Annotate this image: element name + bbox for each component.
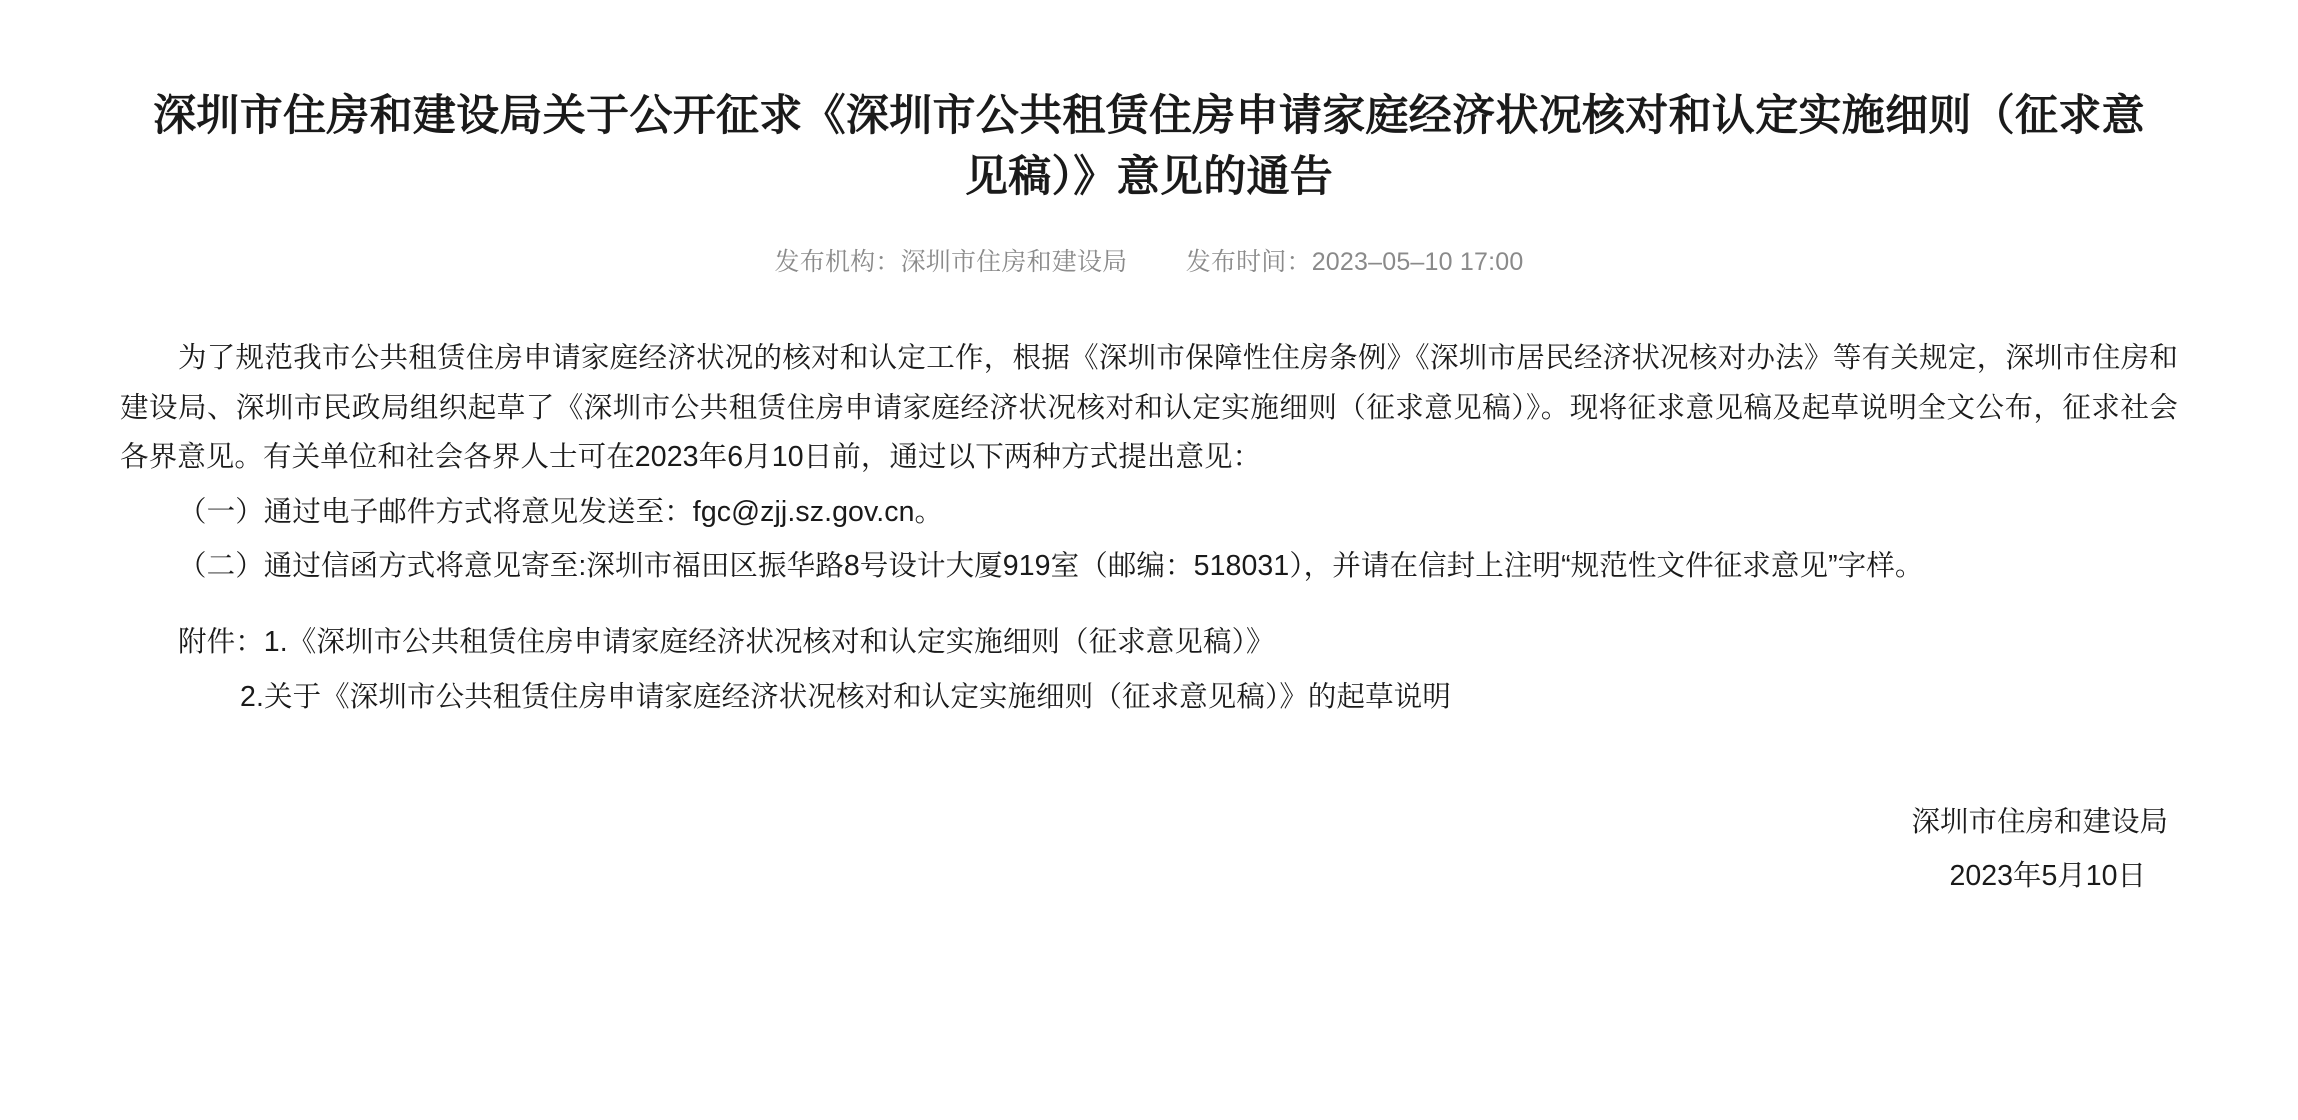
signature-block bbox=[120, 798, 2178, 901]
signature-organization: 深圳市住房和建设局 bbox=[1911, 806, 2168, 839]
paragraph-mail-method: （二）通过信函方式将意见寄至:深圳市福田区振华路8号设计大厦919室（邮编：518031），并请在信封上注明“规范性文件征求意见”字样。 bbox=[178, 550, 1924, 583]
document-body bbox=[120, 334, 2178, 722]
document-meta bbox=[120, 242, 2178, 278]
attachment-item-1: 附件：1.《深圳市公共租赁住房申请家庭经济状况核对和认定实施细则（征求意见稿）》 bbox=[178, 625, 1275, 658]
publish-time-value: 2023–05–10 17:00 bbox=[1311, 248, 1524, 277]
attachment-item-2: 2.关于《深圳市公共租赁住房申请家庭经济状况核对和认定实施细则（征求意见稿）》的起草说明 bbox=[240, 680, 1451, 713]
paragraph-email-method: （一）通过电子邮件方式将意见发送至：fgc@zjj.sz.gov.cn。 bbox=[178, 495, 944, 528]
signature-date: 2023年5月10日 bbox=[1949, 859, 2146, 892]
publisher-label: 发布机构： bbox=[774, 248, 901, 277]
paragraph-intro: 为了规范我市公共租赁住房申请家庭经济状况的核对和认定工作，根据《深圳市保障性住房条例》《深圳市居民经济状况核对办法》等有关规定，深圳市住房和建设局、深圳市民政局组织起草了《深圳市公共租赁住房申请家庭经济状况核对和认定实施细则（征求意见稿）》。现将征求意见稿及起草说明全文公布，征求社会各界意见。有关单位和社会各界人士可在2023年6月10日前，通过以下两种方式提出意见： bbox=[120, 342, 2178, 474]
publisher-value: 深圳市住房和建设局 bbox=[900, 248, 1128, 277]
publish-time-label: 发布时间： bbox=[1185, 248, 1312, 277]
page-title: 深圳市住房和建设局关于公开征求《深圳市公共租赁住房申请家庭经济状况核对和认定实施细则（征求意见稿）》意见的通告 bbox=[153, 92, 2145, 202]
